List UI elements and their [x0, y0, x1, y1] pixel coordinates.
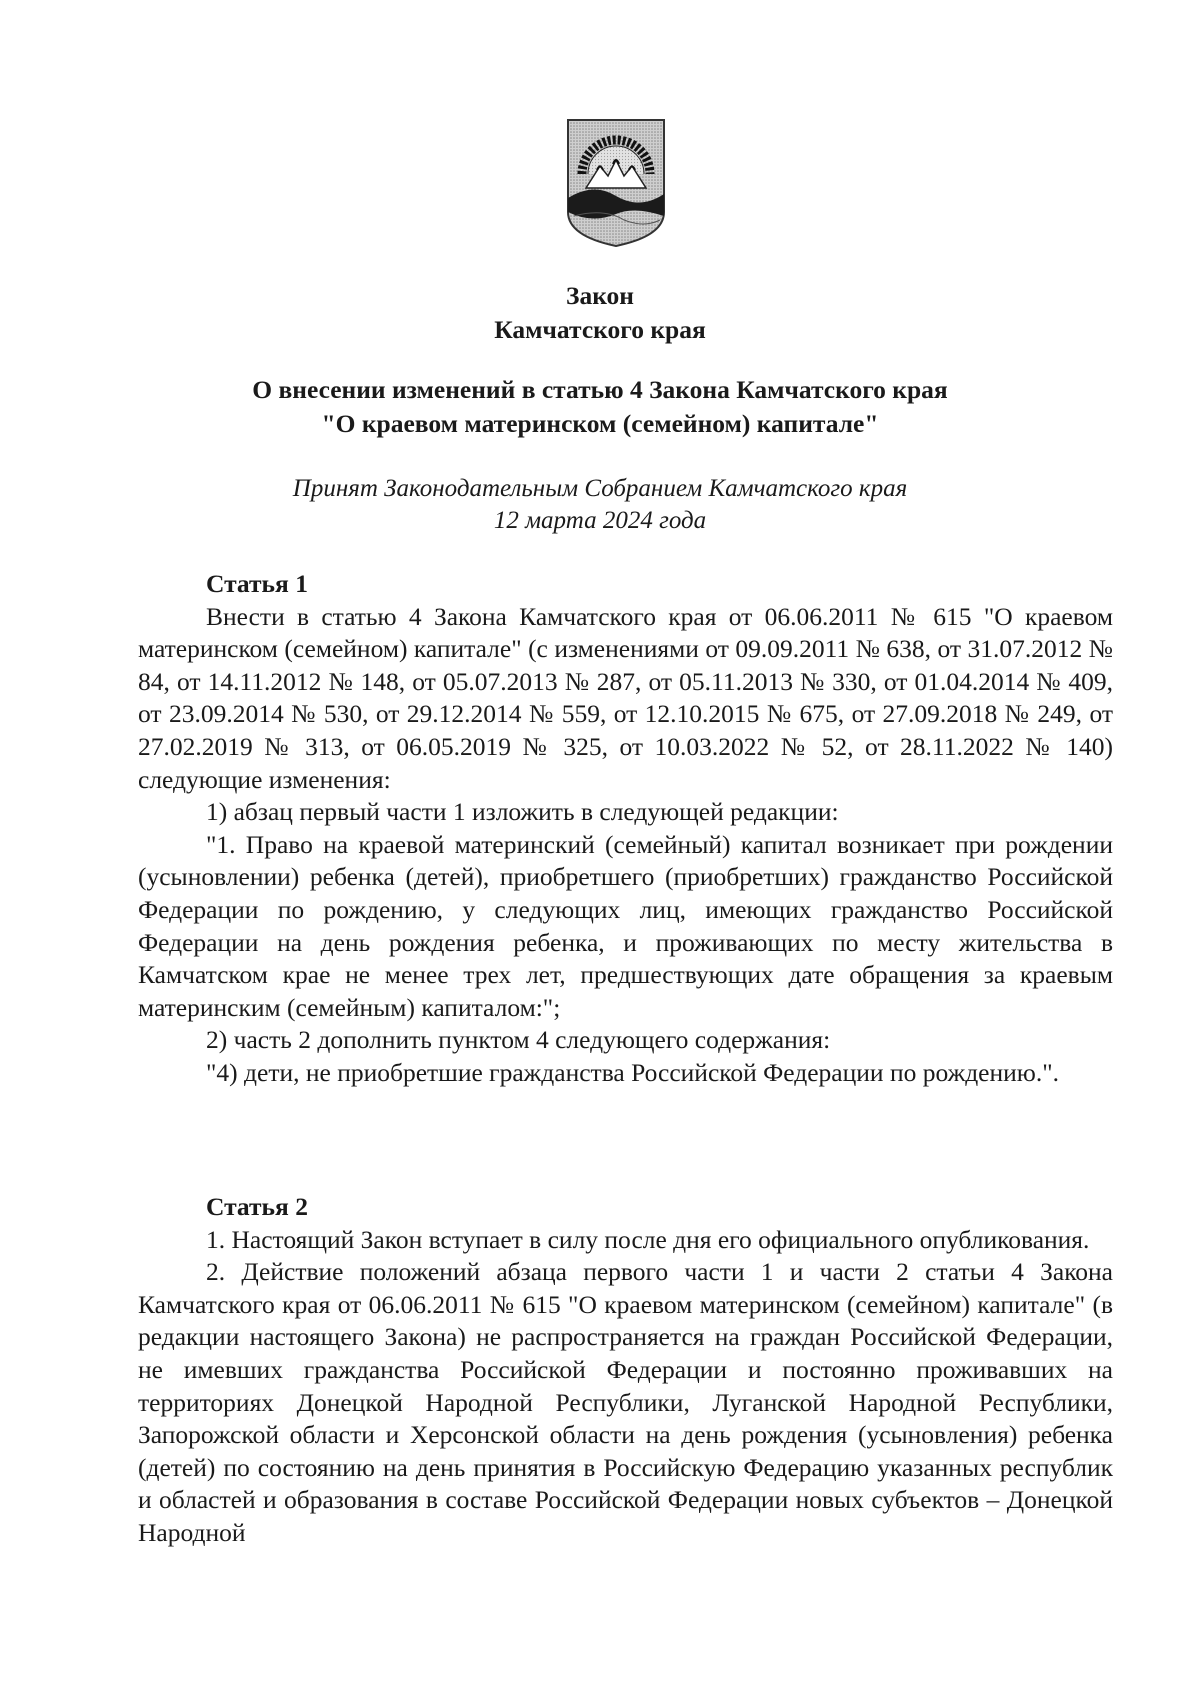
- article-2-paragraph-2: 2. Действие положений абзаца первого части 1 и части 2 статьи 4 Закона Камчатского края от 06.06.2011 № 615 "О краевом материнском (семейном) капитале" (в редакции настоящего Закона) не распространяется на граждан Российской Федерации, не имевших гражданства Российской Федерации и постоянно проживавших на территориях Донецкой Народной Республики, Луганской Народной Республики, Запорожской области и Херсонской области на день рождения (усыновления) ребенка (детей) по состоянию на день принятия в Российскую Федерацию указанных республик и областей и образования в составе Российской Федерации новых субъектов – Донецкой Народной: [138, 1257, 1113, 1547]
- article-2-heading: Статья 2: [206, 1192, 308, 1221]
- article-2: [138, 1191, 1113, 1550]
- title-line-2: Камчатского края: [494, 315, 706, 344]
- title-line-1: Закон: [565, 281, 634, 310]
- adopted-line-2: 12 марта 2024 года: [493, 507, 707, 534]
- law-subject: [0, 373, 1200, 441]
- article-1: [138, 568, 1113, 1090]
- article-1-heading: Статья 1: [206, 569, 308, 598]
- law-title: [0, 279, 1200, 347]
- adoption-note: [0, 473, 1200, 537]
- article-2-paragraph-1: 1. Настоящий Закон вступает в силу после дня его официального опубликования.: [206, 1224, 1090, 1254]
- kamchatka-coat-of-arms-icon: [564, 116, 668, 250]
- article-1-intro: Внести в статью 4 Закона Камчатского края от 06.06.2011 № 615 "О краевом материнском (семейном) капитале" (с изменениями от 09.09.2011 № 638, от 31.07.2012 № 84, от 14.11.2012 № 148, от 05.07.2013 № 287, от 05.11.2013 № 330, от 01.04.2014 № 409, от 23.09.2014 № 530, от 29.12.2014 № 559, от 12.10.2015 № 675, от 27.09.2018 № 249, от 27.02.2019 № 313, от 06.05.2019 № 325, от 10.03.2022 № 52, от 28.11.2022 № 140) следующие изменения:: [138, 601, 1113, 794]
- subject-line-1: О внесении изменений в статью 4 Закона Камчатского края: [252, 375, 948, 404]
- adopted-line-1: Принят Законодательным Собранием Камчатского края: [292, 475, 908, 502]
- article-1-item-2-text: "4) дети, не приобретшие гражданства Российской Федерации по рождению.".: [206, 1057, 1059, 1087]
- subject-line-2: "О краевом материнском (семейном) капитале": [321, 409, 879, 438]
- article-1-item-1: 1) абзац первый части 1 изложить в следующей редакции:: [206, 797, 839, 827]
- article-1-item-2: 2) часть 2 дополнить пунктом 4 следующего содержания:: [206, 1025, 831, 1055]
- article-1-item-1-text: "1. Право на краевой материнский (семейный) капитал возникает при рождении (усыновлении) ребенка (детей), приобретшего (приобретших) гражданство Российской Федерации по рождению, у следующих лиц, имеющих гражданство Российской Федерации на день рождения ребенка, и проживающих по месту жительства в Камчатском крае не менее трех лет, предшествующих дате обращения за краевым материнским (семейным) капиталом:";: [138, 829, 1113, 1022]
